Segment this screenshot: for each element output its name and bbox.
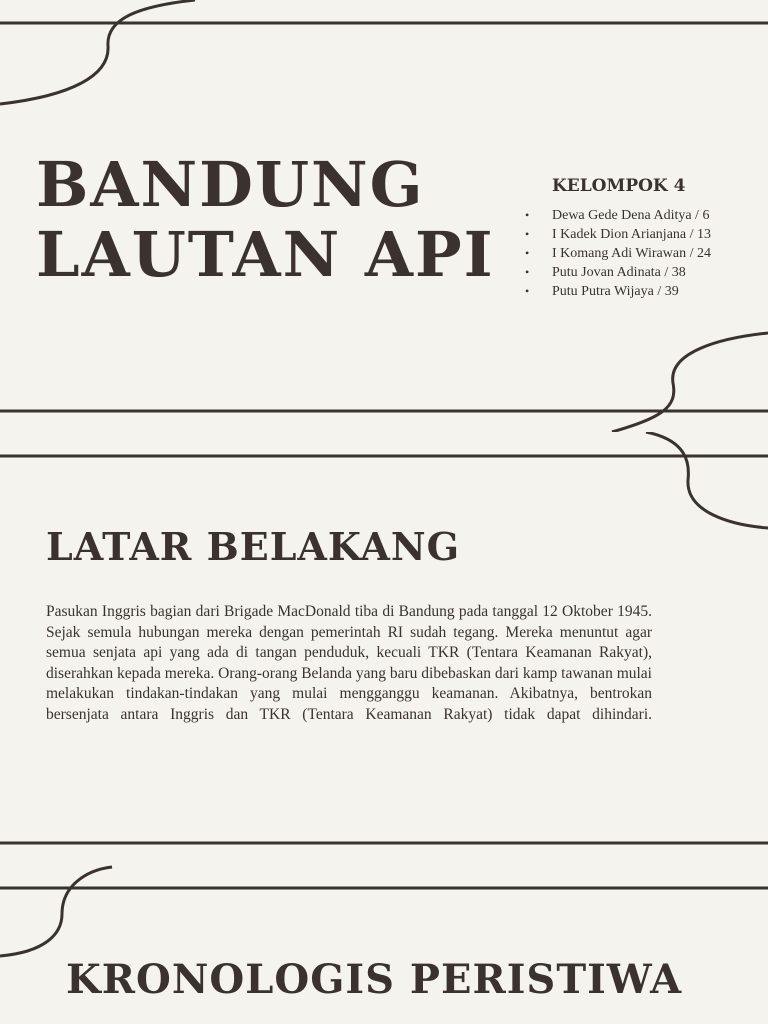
section-body-text: Pasukan Inggris bagian dari Brigade MacDonald tiba di Bandung pada tanggal 12 Oktober 1945. Sejak semula hubungan mereka dengan pemerintah RI sudah tegang. Mereka menuntut agar semua senjata api yang ada di tangan penduduk, kecuali TKR (Tentara Keamanan Rakyat), diserahkan kepada mereka. Orang-orang Belanda yang baru dibebaskan dari kamp tawanan mulai melakukan tindakan-tindakan yang mulai mengganggu keamanan. Akibatnya, bentrokan bersenjata antara Inggris dan TKR (Tentara Keamanan Rakyat) tidak dapat dihindari. [46, 603, 652, 723]
section-title: KRONOLOGIS PERISTIWA [66, 956, 683, 1003]
section-title: LATAR BELAKANG [46, 524, 461, 569]
group-info [523, 176, 763, 301]
top-left-curve [0, 867, 112, 956]
main-title-line-2: LAUTAN API [36, 218, 495, 291]
main-title-line-1: BANDUNG [36, 148, 425, 221]
title-slide [0, 0, 768, 432]
main-title [36, 150, 506, 290]
top-right-curve [646, 432, 768, 528]
bottom-right-curve [612, 333, 768, 432]
member-item: • Dewa Gede Dena Aditya / 6 [523, 206, 763, 225]
member-item: • I Komang Adi Wirawan / 24 [523, 244, 763, 263]
member-item: • Putu Putra Wijaya / 39 [523, 282, 763, 301]
chronology-slide [0, 864, 768, 1024]
member-item: • I Kadek Dion Arianjana / 13 [523, 225, 763, 244]
top-left-curve [0, 0, 195, 104]
background-slide [0, 432, 768, 864]
group-title: KELOMPOK 4 [552, 176, 686, 196]
member-list [523, 206, 763, 301]
member-item: • Putu Jovan Adinata / 38 [523, 263, 763, 282]
